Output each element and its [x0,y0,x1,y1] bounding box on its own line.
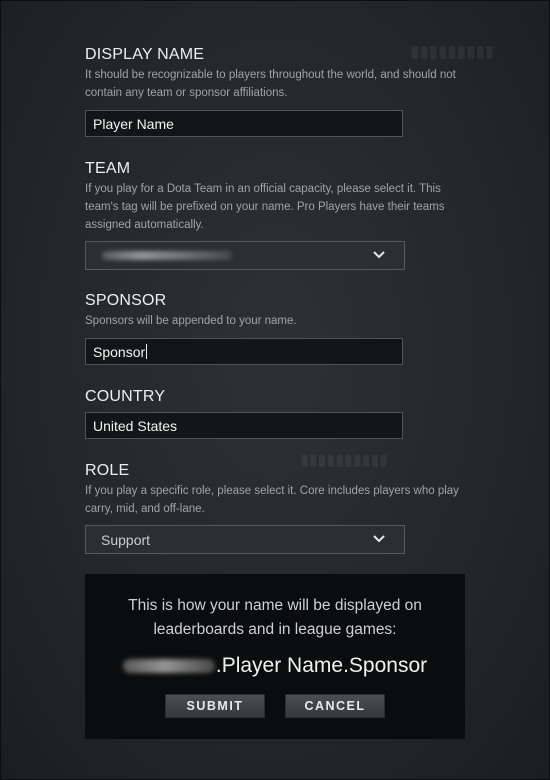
country-value: United States [93,418,178,434]
submit-button[interactable]: SUBMIT [165,694,265,718]
country-label: COUNTRY [85,388,166,405]
team-value-redacted [102,251,232,260]
role-dropdown[interactable] [85,525,405,554]
sponsor-input[interactable] [85,338,403,365]
preview-name-suffix: .Player Name.Sponsor [215,654,428,677]
display-name-description: It should be recognizable to players throughout the world, and should not contain any team or sponsor affiliations. [85,69,456,99]
text-cursor [146,344,147,359]
role-value: Support [101,532,151,548]
background-art-2: ▮▮▮▮▮▮▮▮▮▮ [300,452,389,469]
display-name-label: DISPLAY NAME [85,46,205,63]
chevron-down-icon [373,534,385,544]
sponsor-value: Sponsor [93,344,146,360]
role-label: ROLE [85,462,130,479]
team-description: If you play for a Dota Team in an official capacity, please select it. This team's tag will be prefixed on your name. Pro Players have their teams assigned automatically. [85,183,445,231]
role-description: If you play a specific role, please select it. Core includes players who play carry, mid, and off-lane. [85,485,459,515]
sponsor-label: SPONSOR [85,292,167,309]
sponsor-section [85,292,465,330]
country-input[interactable] [85,412,403,439]
team-tag-redacted [123,659,215,673]
display-name-section [85,46,465,102]
team-dropdown[interactable] [85,241,405,270]
team-label: TEAM [85,160,131,177]
preview-line-1: This is how your name will be displayed on [128,597,422,614]
country-section [85,388,465,406]
display-name-input[interactable] [85,110,403,137]
preview-message [85,594,465,642]
preview-display-name [85,654,465,678]
name-preview-panel [85,574,465,739]
cancel-button[interactable]: CANCEL [285,694,385,718]
team-section [85,160,465,234]
chevron-down-icon [373,250,385,260]
preview-line-2: leaderboards and in league games: [153,621,397,638]
sponsor-description: Sponsors will be appended to your name. [85,315,297,327]
background-art: ▮▮▮▮▮▮▮▮▮ [410,42,495,61]
role-section [85,462,465,518]
display-name-value: Player Name [93,116,174,132]
